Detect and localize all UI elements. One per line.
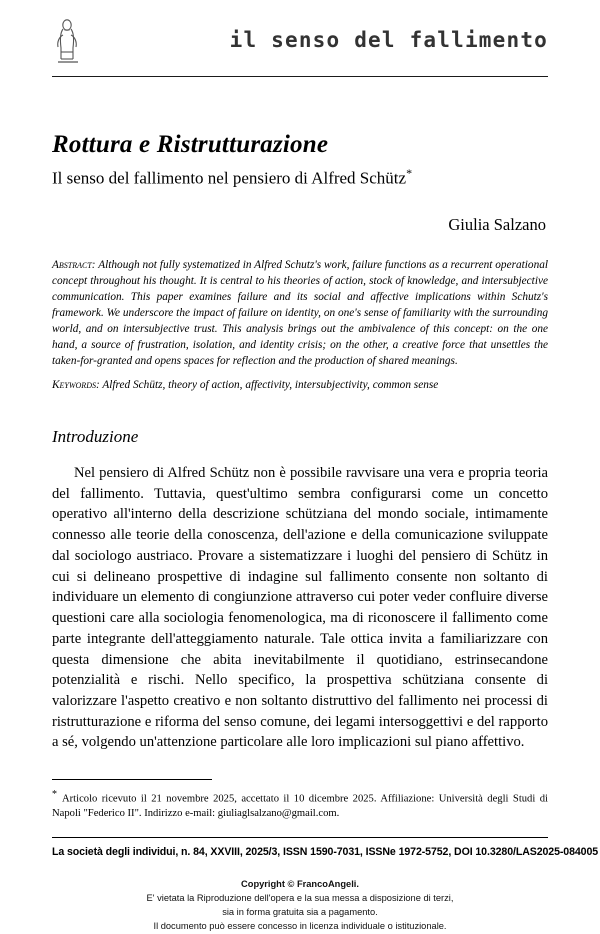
masthead (52, 14, 548, 77)
article-subtitle (52, 166, 548, 189)
article-subtitle-text: Il senso del fallimento nel pensiero di Alfred Schütz (52, 168, 407, 188)
author-name: Giulia Salzano (448, 214, 546, 234)
subtitle-footnote-marker: * (406, 165, 413, 180)
title-block (52, 131, 548, 235)
keywords-block (52, 377, 548, 393)
journal-citation-line: La società degli individui, n. 84, XXVIII, 2025/3, ISSN 1590-7031, ISSNe 1972-5752, DOI 10.3280/LAS2025-084005 (52, 846, 599, 859)
abstract-text: Although not fully systematized in Alfred Schutz's work, failure functions as a recurrent operational concept throughout his thought. It is central to his theories of action, stock of knowledge, and intersubjective communication. This paper examines failure and its social and affective implications within Schutz's framework. We underscore the impact of failure on identity, on one's sense of familiarity with the surrounding world, and on intersubjective trust. This analysis brings out the ambivalence of this concept: on the one hand, a source of frustration, isolation, and identity crisis; on the other, a creative force that unsettles the taken-for-granted and opens spaces for reflection and the production of shared meanings. (52, 258, 548, 367)
journal-masthead-title: il senso del fallimento (229, 28, 548, 52)
footnote-text: Articolo ricevuto il 21 novembre 2025, accettato il 10 dicembre 2025. Affiliazione: Università degli Studi di Napoli "Federico II". Indirizzo e-mail: giuliaglsalzano@gmail.com. (52, 793, 548, 819)
footnote-separator (52, 779, 212, 780)
keywords-label: Keywords: (52, 379, 100, 392)
statue-figure-logo-icon (52, 18, 86, 66)
document-page (0, 14, 600, 932)
copyright-line-1: Copyright © FrancoAngeli. (241, 879, 359, 890)
copyright-line-4: Il documento può essere concesso in licenza individuale o istituzionale. (153, 921, 447, 932)
footnote (52, 788, 548, 821)
copyright-block (52, 878, 548, 934)
keywords-text: Alfred Schütz, theory of action, affectivity, intersubjectivity, common sense (99, 379, 439, 392)
section-paragraph: Nel pensiero di Alfred Schütz non è possibile ravvisare una vera e propria teoria del fallimento. Tuttavia, quest'ultimo sembra configurarsi come un concetto operativo all'interno della descrizione schütziana del mondo sociale, intimamente connesso alle teorie della conoscenza, dell'azione e della comunicazione sviluppate dal sociologo austriaco. Provare a sistematizzare i luoghi del pensiero di Schütz in cui si delineano prospettive di indagine sul fallimento consente non soltanto di individuare un elemento di congiunzione attraverso cui poter veder confluire diverse questioni care alla sociologia fenomenologica, ma di riconoscere il fallimento come parte integrante dell'atteggiamento naturale. Tale ottica invita a familiarizzare con questa dimensione che abita inevitabilmente il quotidiano, estrinsecandone potenzialità e rischi. Nello specifico, la prospettiva schütziana consente di valorizzare l'aspetto creativo e non soltanto distruttivo del fallimento nei processi di ristrutturazione e riforma del senso comune, dei legami intersoggettivi e del rapporto a sé, volgendo un'attenzione particolare alle loro implicazioni sul piano affettivo. (52, 465, 548, 751)
section-heading-introduzione: Introduzione (52, 427, 139, 447)
copyright-line-3: sia in forma gratuita sia a pagamento. (222, 907, 378, 918)
abstract-block (52, 257, 548, 369)
journal-rule (52, 837, 548, 838)
article-title: Rottura e Ristrutturazione (52, 131, 329, 158)
abstract-label: Abstract: (52, 258, 96, 271)
footnote-marker: * (52, 789, 57, 801)
copyright-line-2: E' vietata la Riproduzione dell'opera e la sua messa a disposizione di terzi, (146, 893, 454, 904)
